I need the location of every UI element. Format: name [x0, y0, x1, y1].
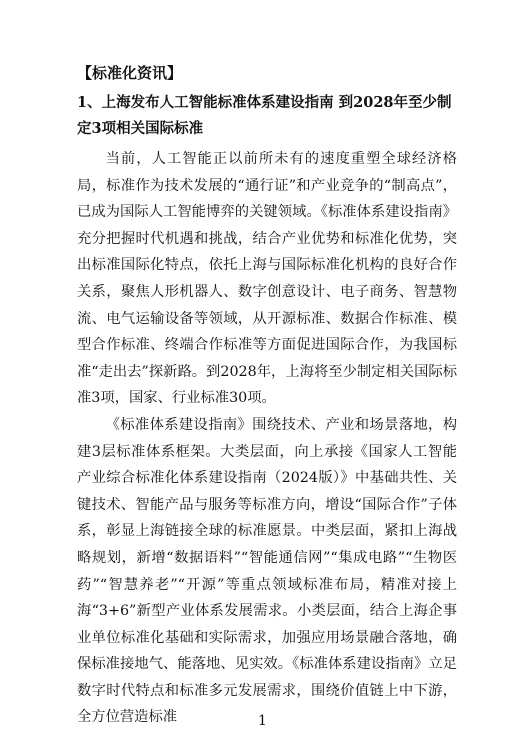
section-tag: 【标准化资讯】: [77, 64, 183, 82]
paragraph-2: 《标准体系建设指南》围绕技术、产业和场景落地，构建3层标准体系框架。大类层面，向上承接《国家人工智能产业综合标准化体系建设指南（2024版）》中基础共性、关键技术、智能产品与服务等标准方向，增设“国际合作”子体系，彰显上海链接全球的标准愿景。中类层面，紧扣上海战略规划，新增“数据语料”“智能通信网”“集成电路”“生物医药”“智慧养老”“开源”等重点领域标准布局，精准对接上海“3+6”新型产业体系发展需求。小类层面，结合上海企事业单位标准化基础和实际需求，加强应用场景融合落地，确保标准接地气、能落地、见实效。《标准体系建设指南》立足数字时代特点和标准多元发展需求，围绕价值链上中下游，全方位营造标准: [77, 416, 457, 726]
page-number: 1: [258, 713, 267, 729]
paragraph-1: 当前，人工智能正以前所未有的速度重塑全球经济格局，标准作为技术发展的“通行证”和产业竞争的“制高点”，已成为国际人工智能博弈的关键领域。《标准体系建设指南》充分把握时代机遇和挑战，结合产业优势和标准化优势，突出标准国际化特点，依托上海与国际标准化机构的良好合作关系，聚焦人形机器人、数字创意设计、电子商务、智慧物流、电气运输设备等领域，从开源标准、数据合作标准、模型合作标准、终端合作标准等方面促进国际合作，为我国标准“走出去”探新路。到2028年，上海将至少制定相关国际标准3项，国家、行业标准30项。: [77, 151, 457, 407]
document-body: [77, 62, 457, 731]
article-headline: 1、上海发布人工智能标准体系建设指南 到2028年至少制定3项相关国际标准: [77, 94, 452, 137]
